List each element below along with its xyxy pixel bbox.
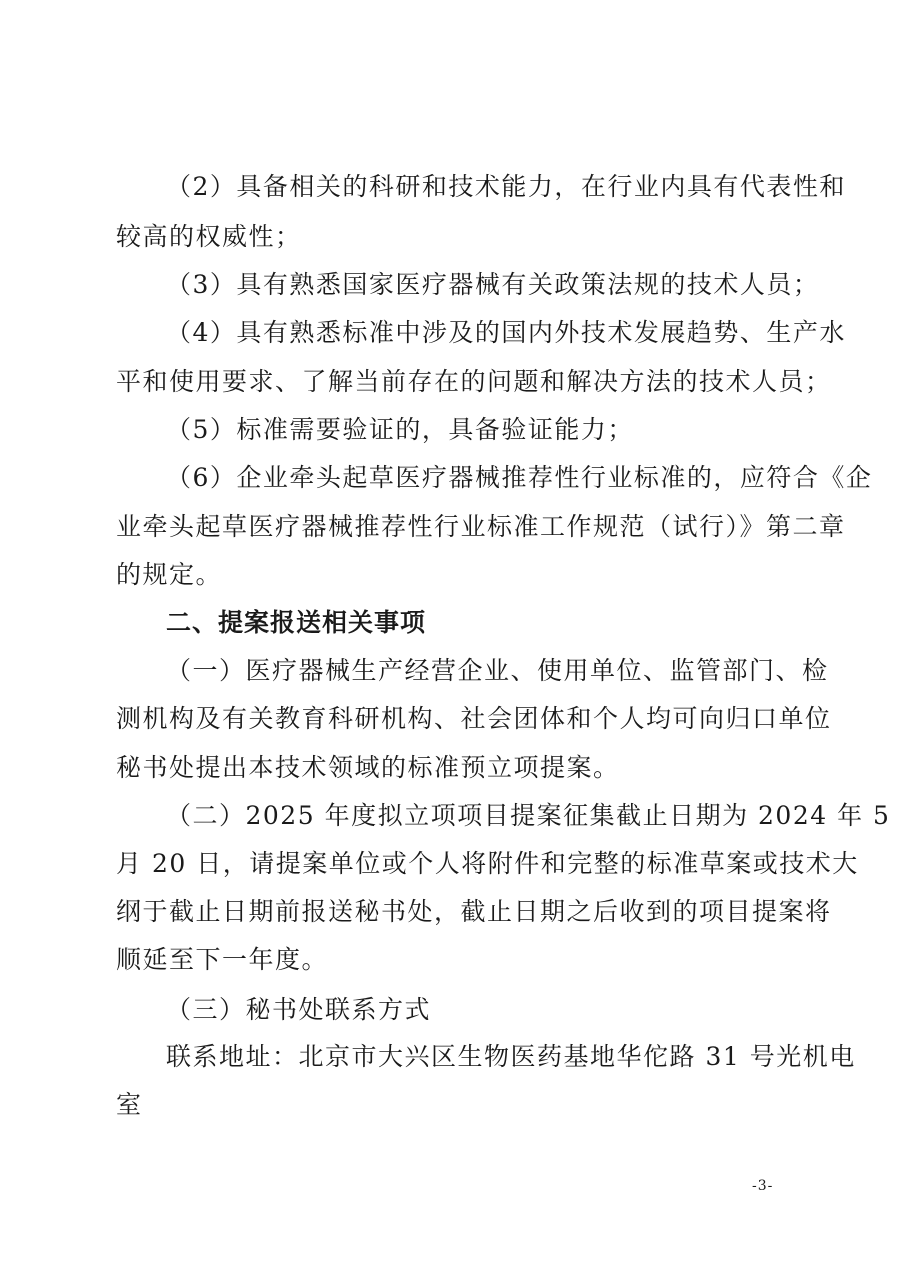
paragraph-item-3: （3）具有熟悉国家医疗器械有关政策法规的技术人员； bbox=[166, 270, 820, 299]
paragraph-item-6-line1: （6）企业牵头起草医疗器械推荐性行业标准的，应符合《企 bbox=[166, 463, 873, 492]
paragraph-sub-1-line3: 秘书处提出本技术领域的标准预立项提案。 bbox=[116, 753, 620, 782]
paragraph-sub-2-line2: 月 20 日，请提案单位或个人将附件和完整的标准草案或技术大 bbox=[116, 849, 859, 878]
paragraph-sub-1-line2: 测机构及有关教育科研机构、社会团体和个人均可向归口单位 bbox=[116, 704, 832, 733]
paragraph-item-6-line3: 的规定。 bbox=[116, 560, 223, 589]
paragraph-item-2-line1: （2）具备相关的科研和技术能力，在行业内具有代表性和 bbox=[166, 172, 846, 201]
paragraph-sub-3: （三）秘书处联系方式 bbox=[166, 995, 432, 1024]
paragraph-item-4-line2: 平和使用要求、了解当前存在的问题和解决方法的技术人员； bbox=[116, 367, 832, 396]
paragraph-item-2-line2: 较高的权威性； bbox=[116, 222, 302, 251]
contact-address-line2: 室 bbox=[116, 1090, 143, 1119]
contact-address-line1: 联系地址：北京市大兴区生物医药基地华佗路 31 号光机电 bbox=[166, 1042, 856, 1071]
paragraph-sub-2-line4: 顺延至下一年度。 bbox=[116, 945, 329, 974]
paragraph-item-4-line1: （4）具有熟悉标准中涉及的国内外技术发展趋势、生产水 bbox=[166, 318, 846, 347]
paragraph-item-5: （5）标准需要验证的，具备验证能力； bbox=[166, 415, 634, 444]
paragraph-item-6-line2: 业牵头起草医疗器械推荐性行业标准工作规范（试行）》第二章 bbox=[116, 512, 846, 541]
paragraph-sub-2-line3: 纲于截止日期前报送秘书处，截止日期之后收到的项目提案将 bbox=[116, 897, 832, 926]
paragraph-sub-2-line1: （二）2025 年度拟立项项目提案征集截止日期为 2024 年 5 bbox=[166, 801, 891, 830]
section-heading-2: 二、提案报送相关事项 bbox=[166, 608, 427, 637]
paragraph-sub-1-line1: （一）医疗器械生产经营企业、使用单位、监管部门、检 bbox=[166, 656, 829, 685]
page-number: -3- bbox=[752, 1178, 774, 1194]
